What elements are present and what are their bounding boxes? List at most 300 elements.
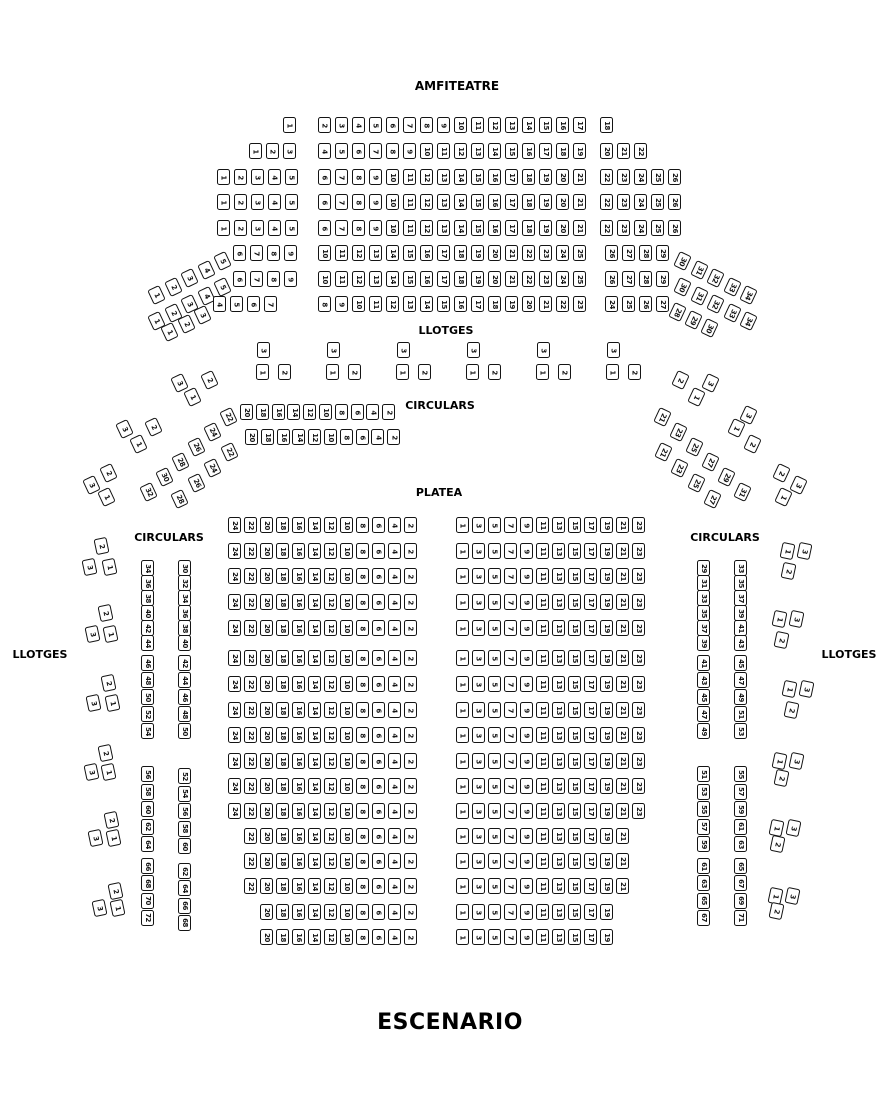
seat-platea-r7-right-3[interactable] [472, 676, 485, 692]
seat-platea-r13-left-6[interactable] [372, 828, 385, 844]
seat-amf-r3-center-14[interactable] [454, 169, 467, 185]
seat-amf-r8-right-24[interactable] [605, 296, 618, 312]
seat-platea-r9-left-24[interactable] [228, 727, 241, 743]
seat-platea-r10-right-17[interactable] [584, 753, 597, 769]
seat-platea-r1-left-18[interactable] [276, 517, 289, 533]
seat-platea-r8-right-19[interactable] [600, 702, 613, 718]
seat-platea-r7-right-23[interactable] [632, 676, 645, 692]
seat-platea-r1-left-8[interactable] [356, 517, 369, 533]
seat-amf-r7-center-14[interactable] [386, 271, 399, 287]
seat-platea-r7-left-14[interactable] [308, 676, 321, 692]
seat-circ-right-outer-g3-59[interactable] [734, 801, 747, 817]
seat-amf-r4-center-20[interactable] [556, 194, 569, 210]
seat-platea-r4-right-17[interactable] [584, 594, 597, 610]
seat-platea-r14-left-2[interactable] [404, 853, 417, 869]
seat-amf-r7-center-15[interactable] [403, 271, 416, 287]
seat-platea-r11-right-19[interactable] [600, 778, 613, 794]
seat-llotja-r4-2-2[interactable] [773, 769, 789, 787]
seat-amf-r5-right-24[interactable] [634, 220, 647, 236]
seat-llotja-r1-top-3[interactable] [796, 542, 812, 560]
seat-platea-r15-right-5[interactable] [488, 878, 501, 894]
seat-platea-r4-left-24[interactable] [228, 594, 241, 610]
seat-platea-r6-right-1[interactable] [456, 650, 469, 666]
seat-platea-r9-left-6[interactable] [372, 727, 385, 743]
seat-platea-r2-right-17[interactable] [584, 543, 597, 559]
seat-platea-r10-left-8[interactable] [356, 753, 369, 769]
seat-circ-right-outer-g1-41[interactable] [734, 620, 747, 636]
seat-platea-r10-right-7[interactable] [504, 753, 517, 769]
seat-llotja-t1-bottom-2[interactable] [278, 364, 291, 380]
seat-amf-r2-center-7[interactable] [369, 143, 382, 159]
seat-amf-r4-left-2[interactable] [234, 194, 247, 210]
seat-platea-r16-right-9[interactable] [520, 904, 533, 920]
seat-llotja-r6-2-2[interactable] [768, 902, 784, 920]
seat-amf-r8-center-13[interactable] [403, 296, 416, 312]
seat-platea-r12-left-12[interactable] [324, 803, 337, 819]
seat-circ-r1-8[interactable] [335, 404, 348, 420]
seat-platea-r1-left-22[interactable] [244, 517, 257, 533]
seat-amf-r3-left-4[interactable] [268, 169, 281, 185]
seat-platea-r7-right-5[interactable] [488, 676, 501, 692]
seat-circ-r1-18[interactable] [256, 404, 269, 420]
seat-amf-r7-wing-right-30[interactable] [673, 277, 692, 297]
seat-circ-right-outer-g4-67[interactable] [734, 875, 747, 891]
seat-amf-r6-center-12[interactable] [352, 245, 365, 261]
seat-amf-r5-center-6[interactable] [318, 220, 331, 236]
seat-circ-left-inner-g1-38[interactable] [178, 620, 191, 636]
seat-circ-r2-10[interactable] [324, 429, 337, 445]
seat-amf-r7-right-26[interactable] [605, 271, 618, 287]
seat-platea-r11-left-18[interactable] [276, 778, 289, 794]
seat-platea-r5-right-9[interactable] [520, 620, 533, 636]
seat-platea-r2-right-9[interactable] [520, 543, 533, 559]
seat-platea-r7-right-19[interactable] [600, 676, 613, 692]
seat-circ-right-inner-g3-55[interactable] [697, 801, 710, 817]
seat-platea-r5-right-1[interactable] [456, 620, 469, 636]
seat-platea-r17-right-15[interactable] [568, 929, 581, 945]
seat-amf-r7-wing-right-34[interactable] [739, 311, 758, 331]
seat-platea-r17-left-4[interactable] [388, 929, 401, 945]
seat-amf-r5-center-18[interactable] [522, 220, 535, 236]
seat-amf-r8-left-4[interactable] [213, 296, 226, 312]
seat-circ-r2-8[interactable] [340, 429, 353, 445]
seat-platea-r1-right-17[interactable] [584, 517, 597, 533]
seat-platea-r17-left-16[interactable] [292, 929, 305, 945]
seat-llotja-r2-top-3[interactable] [788, 610, 804, 628]
seat-platea-r2-right-15[interactable] [568, 543, 581, 559]
seat-platea-r11-left-20[interactable] [260, 778, 273, 794]
seat-platea-r14-right-7[interactable] [504, 853, 517, 869]
seat-platea-r17-right-5[interactable] [488, 929, 501, 945]
seat-platea-r3-right-19[interactable] [600, 568, 613, 584]
seat-platea-r6-left-6[interactable] [372, 650, 385, 666]
seat-llotja-ur-b2-2[interactable] [743, 434, 762, 454]
seat-circ-r2-4[interactable] [371, 429, 384, 445]
seat-amf-r5-center-13[interactable] [437, 220, 450, 236]
seat-platea-r10-right-9[interactable] [520, 753, 533, 769]
seat-circ-right-outer-g2-53[interactable] [734, 723, 747, 739]
seat-circ-left-inner-g2-42[interactable] [178, 655, 191, 671]
seat-circ-right-outer-g1-35[interactable] [734, 575, 747, 591]
seat-platea-r10-right-21[interactable] [616, 753, 629, 769]
seat-circ-right-outer-g2-47[interactable] [734, 672, 747, 688]
seat-llotja-r4-top-1[interactable] [771, 752, 787, 770]
seat-platea-r6-left-12[interactable] [324, 650, 337, 666]
seat-llotja-l4-2-2[interactable] [97, 744, 113, 762]
seat-platea-r15-left-16[interactable] [292, 878, 305, 894]
seat-platea-r4-left-6[interactable] [372, 594, 385, 610]
seat-platea-r14-left-22[interactable] [244, 853, 257, 869]
seat-amf-r6-center-17[interactable] [437, 245, 450, 261]
seat-platea-r4-left-2[interactable] [404, 594, 417, 610]
seat-llotja-t2-top-3[interactable] [327, 342, 340, 358]
seat-amf-r8-wing-left-1[interactable] [160, 322, 179, 342]
seat-amf-r4-center-11[interactable] [403, 194, 416, 210]
seat-platea-r8-right-21[interactable] [616, 702, 629, 718]
seat-amf-r3-center-20[interactable] [556, 169, 569, 185]
seat-circ-right-outer-g1-43[interactable] [734, 635, 747, 651]
seat-platea-r14-left-20[interactable] [260, 853, 273, 869]
seat-amf-r8-left-5[interactable] [230, 296, 243, 312]
seat-platea-r17-left-10[interactable] [340, 929, 353, 945]
seat-platea-r10-left-2[interactable] [404, 753, 417, 769]
seat-llotja-t6-bottom-2[interactable] [628, 364, 641, 380]
seat-platea-r11-left-12[interactable] [324, 778, 337, 794]
seat-platea-r11-left-8[interactable] [356, 778, 369, 794]
seat-circ-r1-wing-right-27[interactable] [701, 452, 720, 472]
seat-platea-r10-left-16[interactable] [292, 753, 305, 769]
seat-circ-left-inner-g2-44[interactable] [178, 672, 191, 688]
seat-amf-r7-center-17[interactable] [437, 271, 450, 287]
seat-platea-r1-left-4[interactable] [388, 517, 401, 533]
seat-platea-r16-right-5[interactable] [488, 904, 501, 920]
seat-platea-r9-left-22[interactable] [244, 727, 257, 743]
seat-platea-r1-left-10[interactable] [340, 517, 353, 533]
seat-platea-r10-left-20[interactable] [260, 753, 273, 769]
seat-platea-r4-right-7[interactable] [504, 594, 517, 610]
seat-amf-r6-center-20[interactable] [488, 245, 501, 261]
seat-circ-r1-14[interactable] [287, 404, 300, 420]
seat-amf-r3-right-23[interactable] [617, 169, 630, 185]
seat-platea-r2-left-14[interactable] [308, 543, 321, 559]
seat-amf-r4-center-15[interactable] [471, 194, 484, 210]
seat-llotja-t1-bottom-1[interactable] [256, 364, 269, 380]
seat-platea-r3-left-16[interactable] [292, 568, 305, 584]
seat-llotja-r2-top-1[interactable] [771, 610, 787, 628]
seat-amf-r8-center-9[interactable] [335, 296, 348, 312]
seat-circ-r1-6[interactable] [351, 404, 364, 420]
seat-platea-r13-right-7[interactable] [504, 828, 517, 844]
seat-circ-right-inner-g4-65[interactable] [697, 893, 710, 909]
seat-amf-r7-center-18[interactable] [454, 271, 467, 287]
seat-platea-r15-left-12[interactable] [324, 878, 337, 894]
seat-platea-r9-left-2[interactable] [404, 727, 417, 743]
seat-platea-r17-left-8[interactable] [356, 929, 369, 945]
seat-platea-r17-right-19[interactable] [600, 929, 613, 945]
seat-platea-r7-right-15[interactable] [568, 676, 581, 692]
seat-platea-r17-right-1[interactable] [456, 929, 469, 945]
seat-platea-r10-left-4[interactable] [388, 753, 401, 769]
seat-amf-r6-wing-left-3[interactable] [180, 268, 199, 288]
seat-circ-left-outer-g2-52[interactable] [141, 706, 154, 722]
seat-platea-r17-right-3[interactable] [472, 929, 485, 945]
seat-circ-right-outer-g2-51[interactable] [734, 706, 747, 722]
seat-circ-left-inner-g1-32[interactable] [178, 575, 191, 591]
seat-amf-r4-center-21[interactable] [573, 194, 586, 210]
seat-platea-r11-left-4[interactable] [388, 778, 401, 794]
seat-amf-r4-right-22[interactable] [600, 194, 613, 210]
seat-platea-r9-right-19[interactable] [600, 727, 613, 743]
seat-circ-right-outer-g2-49[interactable] [734, 689, 747, 705]
seat-platea-r2-right-19[interactable] [600, 543, 613, 559]
seat-platea-r7-left-8[interactable] [356, 676, 369, 692]
seat-circ-r2-14[interactable] [292, 429, 305, 445]
seat-platea-r3-left-24[interactable] [228, 568, 241, 584]
seat-amf-r1-center-12[interactable] [488, 117, 501, 133]
seat-amf-r7-center-12[interactable] [352, 271, 365, 287]
seat-amf-r4-center-9[interactable] [369, 194, 382, 210]
seat-platea-r9-right-11[interactable] [536, 727, 549, 743]
seat-platea-r17-right-11[interactable] [536, 929, 549, 945]
seat-platea-r10-right-23[interactable] [632, 753, 645, 769]
seat-llotja-t5-top-3[interactable] [537, 342, 550, 358]
seat-amf-r1-center-5[interactable] [369, 117, 382, 133]
seat-platea-r3-left-2[interactable] [404, 568, 417, 584]
seat-amf-r2-left-1[interactable] [249, 143, 262, 159]
seat-platea-r17-left-20[interactable] [260, 929, 273, 945]
seat-platea-r4-left-16[interactable] [292, 594, 305, 610]
seat-platea-r12-right-3[interactable] [472, 803, 485, 819]
seat-amf-r4-right-23[interactable] [617, 194, 630, 210]
seat-platea-r14-right-17[interactable] [584, 853, 597, 869]
seat-platea-r17-left-6[interactable] [372, 929, 385, 945]
seat-amf-r8-center-23[interactable] [573, 296, 586, 312]
seat-amf-r3-center-16[interactable] [488, 169, 501, 185]
seat-platea-r5-left-24[interactable] [228, 620, 241, 636]
seat-amf-r1-right-18[interactable] [600, 117, 613, 133]
seat-circ-right-outer-g4-65[interactable] [734, 858, 747, 874]
seat-circ-r2-16[interactable] [277, 429, 290, 445]
seat-platea-r7-left-24[interactable] [228, 676, 241, 692]
seat-platea-r13-right-5[interactable] [488, 828, 501, 844]
seat-amf-r7-left-8[interactable] [267, 271, 280, 287]
seat-platea-r15-left-8[interactable] [356, 878, 369, 894]
seat-circ-r2-6[interactable] [356, 429, 369, 445]
seat-platea-r13-right-15[interactable] [568, 828, 581, 844]
seat-platea-r13-right-9[interactable] [520, 828, 533, 844]
seat-platea-r2-left-16[interactable] [292, 543, 305, 559]
seat-circ-r1-2[interactable] [382, 404, 395, 420]
seat-llotja-l5-2-2[interactable] [103, 811, 119, 829]
seat-platea-r10-left-6[interactable] [372, 753, 385, 769]
seat-amf-r6-left-9[interactable] [284, 245, 297, 261]
seat-amf-r3-left-3[interactable] [251, 169, 264, 185]
seat-amf-r1-center-10[interactable] [454, 117, 467, 133]
seat-amf-r2-left-3[interactable] [283, 143, 296, 159]
seat-platea-r3-right-5[interactable] [488, 568, 501, 584]
seat-platea-r9-left-12[interactable] [324, 727, 337, 743]
seat-amf-r4-center-16[interactable] [488, 194, 501, 210]
seat-platea-r10-left-18[interactable] [276, 753, 289, 769]
seat-platea-r10-right-19[interactable] [600, 753, 613, 769]
seat-circ-left-outer-g2-54[interactable] [141, 723, 154, 739]
seat-llotja-l4-bottom-1[interactable] [100, 763, 116, 781]
seat-amf-r8-wing-right-30[interactable] [700, 318, 719, 338]
seat-platea-r10-left-22[interactable] [244, 753, 257, 769]
seat-amf-r3-right-25[interactable] [651, 169, 664, 185]
seat-platea-r14-right-19[interactable] [600, 853, 613, 869]
seat-platea-r7-right-7[interactable] [504, 676, 517, 692]
seat-circ-left-outer-g4-68[interactable] [141, 875, 154, 891]
seat-platea-r10-left-14[interactable] [308, 753, 321, 769]
seat-circ-left-inner-g4-64[interactable] [178, 880, 191, 896]
seat-platea-r14-left-14[interactable] [308, 853, 321, 869]
seat-amf-r2-center-13[interactable] [471, 143, 484, 159]
seat-platea-r7-right-11[interactable] [536, 676, 549, 692]
seat-platea-r15-right-3[interactable] [472, 878, 485, 894]
seat-platea-r8-right-17[interactable] [584, 702, 597, 718]
seat-amf-r3-center-12[interactable] [420, 169, 433, 185]
seat-platea-r9-right-7[interactable] [504, 727, 517, 743]
seat-platea-r12-left-16[interactable] [292, 803, 305, 819]
seat-llotja-ur-c2-2[interactable] [772, 463, 791, 483]
seat-platea-r1-left-14[interactable] [308, 517, 321, 533]
seat-platea-r10-left-24[interactable] [228, 753, 241, 769]
seat-circ-left-inner-g3-52[interactable] [178, 768, 191, 784]
seat-circ-right-inner-g2-49[interactable] [697, 723, 710, 739]
seat-platea-r8-right-3[interactable] [472, 702, 485, 718]
seat-platea-r4-right-21[interactable] [616, 594, 629, 610]
seat-amf-r8-center-21[interactable] [539, 296, 552, 312]
seat-platea-r16-left-12[interactable] [324, 904, 337, 920]
seat-circ-r1-wing-right-29[interactable] [717, 467, 736, 487]
seat-platea-r2-left-18[interactable] [276, 543, 289, 559]
seat-platea-r9-right-9[interactable] [520, 727, 533, 743]
seat-platea-r16-left-2[interactable] [404, 904, 417, 920]
seat-llotja-l3-bottom-1[interactable] [104, 694, 120, 712]
seat-amf-r6-left-8[interactable] [267, 245, 280, 261]
seat-llotja-t4-top-3[interactable] [467, 342, 480, 358]
seat-llotja-ul-c2-2[interactable] [99, 463, 118, 483]
seat-circ-left-inner-g4-62[interactable] [178, 863, 191, 879]
seat-circ-left-inner-g4-66[interactable] [178, 898, 191, 914]
seat-amf-r8-wing-left-3[interactable] [193, 305, 212, 325]
seat-platea-r12-left-24[interactable] [228, 803, 241, 819]
seat-platea-r3-left-6[interactable] [372, 568, 385, 584]
seat-circ-right-outer-g4-69[interactable] [734, 893, 747, 909]
seat-amf-r8-center-16[interactable] [454, 296, 467, 312]
seat-platea-r1-right-5[interactable] [488, 517, 501, 533]
seat-platea-r8-left-6[interactable] [372, 702, 385, 718]
seat-platea-r7-left-22[interactable] [244, 676, 257, 692]
seat-circ-right-inner-g1-33[interactable] [697, 590, 710, 606]
seat-platea-r16-right-7[interactable] [504, 904, 517, 920]
seat-platea-r15-left-6[interactable] [372, 878, 385, 894]
seat-amf-r8-center-8[interactable] [318, 296, 331, 312]
seat-amf-r6-right-29[interactable] [656, 245, 669, 261]
seat-amf-r4-center-10[interactable] [386, 194, 399, 210]
seat-platea-r14-right-5[interactable] [488, 853, 501, 869]
seat-platea-r16-left-6[interactable] [372, 904, 385, 920]
seat-llotja-r3-top-1[interactable] [781, 680, 797, 698]
seat-platea-r13-right-13[interactable] [552, 828, 565, 844]
seat-circ-r2-wing-right-25[interactable] [687, 473, 706, 493]
seat-circ-left-inner-g2-46[interactable] [178, 689, 191, 705]
seat-amf-r7-center-24[interactable] [556, 271, 569, 287]
seat-platea-r13-left-14[interactable] [308, 828, 321, 844]
seat-amf-r6-wing-right-31[interactable] [690, 260, 709, 280]
seat-circ-r2-20[interactable] [245, 429, 258, 445]
seat-platea-r11-left-2[interactable] [404, 778, 417, 794]
seat-platea-r10-right-5[interactable] [488, 753, 501, 769]
seat-platea-r16-right-19[interactable] [600, 904, 613, 920]
seat-platea-r15-left-10[interactable] [340, 878, 353, 894]
seat-platea-r12-right-5[interactable] [488, 803, 501, 819]
seat-platea-r1-left-6[interactable] [372, 517, 385, 533]
seat-amf-r1-center-14[interactable] [522, 117, 535, 133]
seat-amf-r5-left-1[interactable] [217, 220, 230, 236]
seat-platea-r7-left-18[interactable] [276, 676, 289, 692]
seat-platea-r6-right-11[interactable] [536, 650, 549, 666]
seat-amf-r8-right-26[interactable] [639, 296, 652, 312]
seat-platea-r9-left-10[interactable] [340, 727, 353, 743]
seat-amf-r8-center-22[interactable] [556, 296, 569, 312]
seat-platea-r11-right-11[interactable] [536, 778, 549, 794]
seat-platea-r8-left-22[interactable] [244, 702, 257, 718]
seat-platea-r6-left-20[interactable] [260, 650, 273, 666]
seat-platea-r13-left-8[interactable] [356, 828, 369, 844]
seat-amf-r3-center-17[interactable] [505, 169, 518, 185]
seat-platea-r14-right-21[interactable] [616, 853, 629, 869]
seat-platea-r8-left-4[interactable] [388, 702, 401, 718]
seat-llotja-ur-a3-3[interactable] [701, 373, 720, 393]
seat-amf-r3-right-24[interactable] [634, 169, 647, 185]
seat-amf-r2-right-20[interactable] [600, 143, 613, 159]
seat-amf-r4-center-8[interactable] [352, 194, 365, 210]
seat-amf-r5-center-16[interactable] [488, 220, 501, 236]
seat-circ-r2-wing-left-26[interactable] [187, 473, 206, 493]
seat-platea-r1-right-11[interactable] [536, 517, 549, 533]
seat-amf-r1-center-9[interactable] [437, 117, 450, 133]
seat-platea-r5-left-18[interactable] [276, 620, 289, 636]
seat-circ-right-inner-g2-47[interactable] [697, 706, 710, 722]
seat-amf-r1-center-2[interactable] [318, 117, 331, 133]
seat-amf-r5-center-14[interactable] [454, 220, 467, 236]
seat-amf-r2-center-11[interactable] [437, 143, 450, 159]
seat-platea-r1-left-12[interactable] [324, 517, 337, 533]
seat-amf-r6-center-13[interactable] [369, 245, 382, 261]
seat-llotja-t2-bottom-1[interactable] [326, 364, 339, 380]
seat-amf-r8-left-6[interactable] [247, 296, 260, 312]
seat-platea-r2-right-21[interactable] [616, 543, 629, 559]
seat-amf-r8-center-12[interactable] [386, 296, 399, 312]
seat-platea-r7-left-4[interactable] [388, 676, 401, 692]
seat-circ-r2-wing-left-22[interactable] [220, 442, 239, 462]
seat-platea-r4-left-22[interactable] [244, 594, 257, 610]
seat-platea-r7-left-10[interactable] [340, 676, 353, 692]
seat-amf-r1-center-15[interactable] [539, 117, 552, 133]
seat-platea-r3-right-1[interactable] [456, 568, 469, 584]
seat-amf-r4-center-14[interactable] [454, 194, 467, 210]
seat-circ-right-inner-g3-59[interactable] [697, 836, 710, 852]
seat-amf-r2-right-22[interactable] [634, 143, 647, 159]
seat-amf-r5-right-26[interactable] [668, 220, 681, 236]
seat-platea-r4-right-15[interactable] [568, 594, 581, 610]
seat-platea-r3-right-23[interactable] [632, 568, 645, 584]
seat-amf-r4-center-13[interactable] [437, 194, 450, 210]
seat-circ-left-outer-g4-66[interactable] [141, 858, 154, 874]
seat-circ-r1-wing-left-22[interactable] [219, 407, 238, 427]
